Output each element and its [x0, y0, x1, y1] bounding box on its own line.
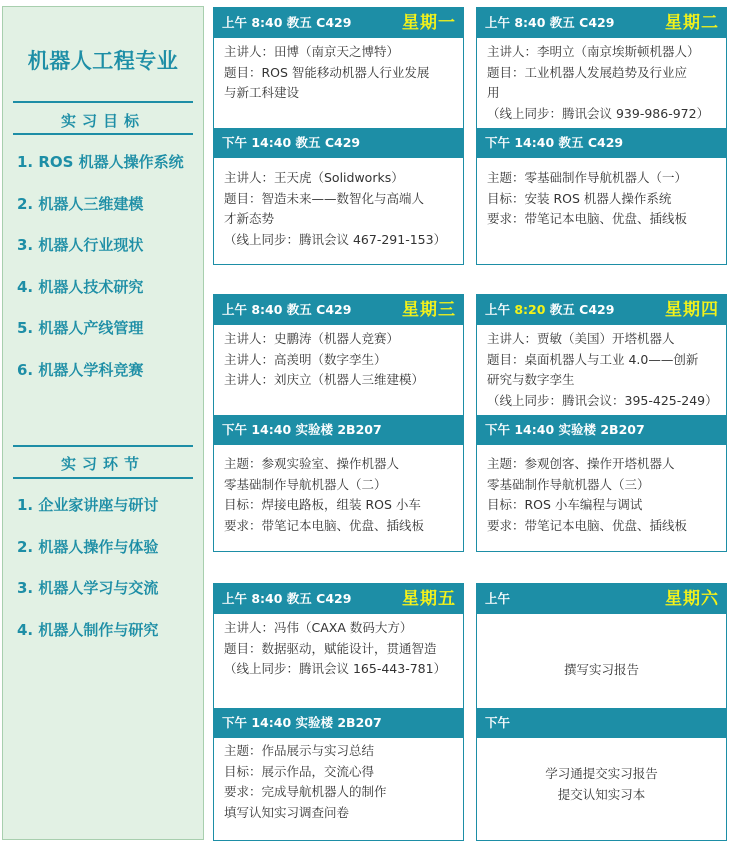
- goal-item: 1. ROS 机器人操作系统: [17, 153, 184, 171]
- text-line: 零基础制作导航机器人（三）: [487, 476, 650, 492]
- thursday-card: [476, 294, 727, 552]
- monday-pm-content: [224, 168, 457, 250]
- am-time-highlight: 8:20: [514, 302, 546, 317]
- text-line: （线上同步：腾讯会议 467-291-153）: [224, 231, 447, 247]
- text-line: 主题：参观创客、操作开塔机器人: [487, 456, 675, 471]
- tuesday-pm-content: [487, 168, 720, 230]
- thursday-am-header: [476, 295, 727, 325]
- day-label: 星期二: [665, 13, 719, 33]
- text-line: （线上同步：腾讯会议 939-986-972）: [487, 105, 710, 121]
- text-line: 要求：带笔记本电脑、优盘、插线板: [487, 211, 688, 226]
- text-line: 题目：智造未来——数智化与高端人: [224, 190, 425, 206]
- thursday-am-content: [487, 329, 720, 411]
- link-item: 1. 企业家讲座与研讨: [17, 496, 159, 514]
- pm-time: 下午 14:40 教五 C429: [485, 135, 624, 150]
- am-time: 上午 8:40 教五 C429: [485, 15, 615, 30]
- friday-pm-header: [213, 708, 464, 738]
- day-label: 星期四: [665, 300, 719, 320]
- text-line: 主题：零基础制作导航机器人（一）: [487, 170, 688, 185]
- monday-pm-header: [213, 128, 464, 158]
- text-line: 主讲人：贾敏（美国）开塔机器人: [487, 331, 675, 346]
- pm-label: 下午: [485, 715, 511, 730]
- text-line: 提交认知实习本: [557, 786, 646, 802]
- wednesday-pm-header: [213, 415, 464, 445]
- goal-item: 4. 机器人技术研究: [17, 278, 144, 296]
- pm-time: 下午 14:40 实验楼 2B207: [485, 422, 645, 437]
- tuesday-am-content: [487, 42, 720, 124]
- text-line: 主讲人：李明立（南京埃斯顿机器人）: [487, 44, 700, 59]
- text-line: 主讲人：王天虎（Solidworks）: [224, 170, 404, 185]
- text-line: 要求：完成导航机器人的制作: [224, 784, 387, 799]
- am-time: 上午 8:40 教五 C429: [222, 15, 352, 30]
- text-line: （线上同步：腾讯会议：395-425-249）: [487, 392, 718, 408]
- major-title: 机器人工程专业: [27, 49, 179, 73]
- saturday-card: [476, 583, 727, 841]
- divider: [13, 445, 193, 447]
- wednesday-pm-content: [224, 454, 457, 536]
- text-line: 目标：ROS 小车编程与调试: [487, 497, 643, 512]
- saturday-pm-header: [476, 708, 727, 738]
- day-label: 星期一: [402, 13, 456, 33]
- text-line: 要求：带笔记本电脑、优盘、插线板: [224, 517, 425, 533]
- am-label: 上午: [485, 591, 511, 606]
- day-label: 星期六: [665, 589, 719, 609]
- links-heading: 实习环节: [60, 455, 145, 473]
- text-line: 主题：作品展示与实习总结: [224, 743, 375, 758]
- link-item: 2. 机器人操作与体验: [17, 538, 159, 556]
- am-place: 教五 C429: [545, 302, 615, 317]
- divider: [13, 133, 193, 135]
- text-line: 题目：工业机器人发展趋势及行业应: [487, 64, 688, 80]
- goal-item: 3. 机器人行业现状: [17, 236, 144, 254]
- goal-item: 5. 机器人产线管理: [17, 319, 144, 337]
- text-line: 题目：桌面机器人与工业 4.0——创新: [487, 351, 699, 367]
- divider: [13, 477, 193, 479]
- text-line: 用: [487, 85, 500, 100]
- saturday-am-header: [476, 584, 727, 614]
- text-line: 零基础制作导航机器人（二）: [224, 476, 387, 492]
- text-line: 主讲人：高羡明（数字孪生）: [224, 351, 387, 367]
- am-label: 上午: [485, 302, 515, 317]
- wednesday-am-header: [213, 295, 464, 325]
- goal-item: 2. 机器人三维建模: [17, 195, 144, 213]
- sidebar: [2, 6, 204, 840]
- monday-am-header: [213, 8, 464, 38]
- text-line: 撰写实习报告: [563, 662, 639, 677]
- saturday-am-content: [477, 660, 726, 681]
- day-label: 星期三: [402, 300, 456, 320]
- day-label: 星期五: [402, 589, 456, 609]
- text-line: 学习通提交实习报告: [545, 766, 658, 781]
- pm-time: 下午 14:40 实验楼 2B207: [222, 422, 382, 437]
- wednesday-card: [213, 294, 464, 552]
- divider: [13, 101, 193, 103]
- pm-time: 下午 14:40 教五 C429: [222, 135, 361, 150]
- text-line: 主讲人：史鹏涛（机器人竞赛）: [224, 331, 400, 346]
- friday-pm-content: [224, 741, 457, 823]
- text-line: 题目：数据驱动，赋能设计，贯通智造: [224, 640, 437, 656]
- tuesday-am-header: [476, 8, 727, 38]
- goal-item: 6. 机器人学科竞赛: [17, 361, 144, 379]
- text-line: 主讲人：田博（南京天之博特）: [224, 44, 400, 59]
- wednesday-am-content: [224, 329, 457, 391]
- saturday-pm-content: [477, 764, 726, 805]
- friday-am-content: [224, 618, 457, 680]
- pm-time: 下午 14:40 实验楼 2B207: [222, 715, 382, 730]
- goals-heading: 实习目标: [60, 112, 145, 130]
- friday-card: [213, 583, 464, 841]
- friday-am-header: [213, 584, 464, 614]
- text-line: 研究与数字孪生: [487, 372, 575, 387]
- monday-am-content: [224, 42, 457, 104]
- tuesday-card: [476, 7, 727, 265]
- text-line: 主讲人：冯伟（CAXA 数码大方）: [224, 620, 413, 635]
- text-line: 要求：带笔记本电脑、优盘、插线板: [487, 517, 688, 533]
- text-line: 填写认知实习调查问卷: [224, 804, 350, 820]
- text-line: 目标：展示作品，交流心得: [224, 763, 375, 779]
- text-line: 目标：安装 ROS 机器人操作系统: [487, 190, 672, 206]
- monday-card: [213, 7, 464, 265]
- text-line: 主讲人：刘庆立（机器人三维建模）: [224, 372, 425, 387]
- text-line: 与新工科建设: [224, 85, 300, 100]
- tuesday-pm-header: [476, 128, 727, 158]
- text-line: 题目：ROS 智能移动机器人行业发展: [224, 64, 430, 80]
- text-line: 主题：参观实验室、操作机器人: [224, 456, 400, 471]
- am-time: 上午 8:40 教五 C429: [222, 591, 352, 606]
- thursday-pm-content: [487, 454, 720, 536]
- link-item: 3. 机器人学习与交流: [17, 579, 159, 597]
- text-line: 才新态势: [224, 211, 275, 226]
- am-time: 上午 8:40 教五 C429: [222, 302, 352, 317]
- text-line: （线上同步：腾讯会议 165-443-781）: [224, 661, 447, 676]
- text-line: 目标：焊接电路板，组装 ROS 小车: [224, 497, 421, 512]
- link-item: 4. 机器人制作与研究: [17, 621, 159, 639]
- thursday-pm-header: [476, 415, 727, 445]
